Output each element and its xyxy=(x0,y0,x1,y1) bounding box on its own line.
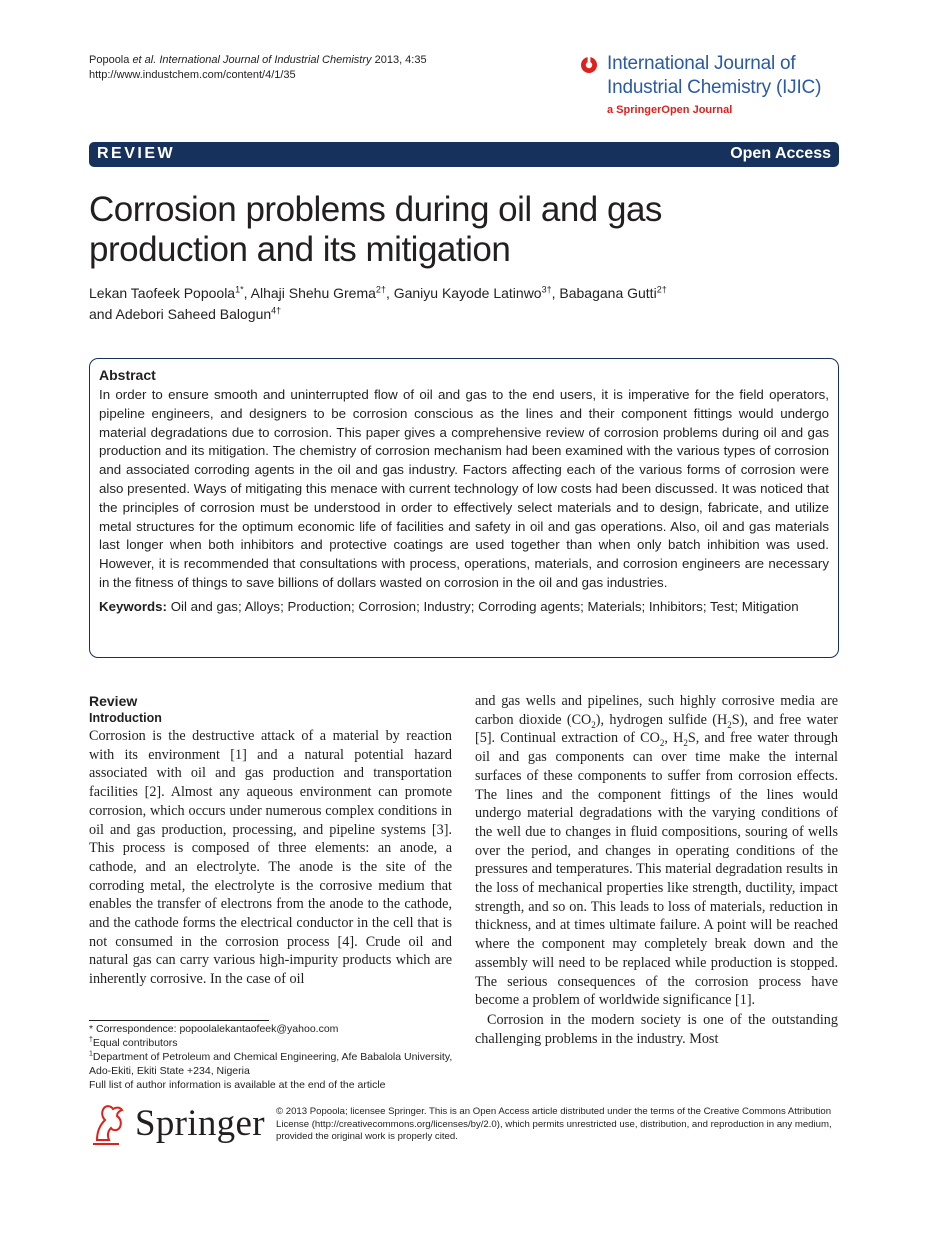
body-column-left xyxy=(89,692,452,989)
author-affiliation: 3† xyxy=(541,284,552,295)
cite-authors: Popoola xyxy=(89,54,130,66)
correspondence-note: * Correspondence: popoolalekantaofeek@yahoo.com xyxy=(89,1023,339,1035)
author-list: Lekan Taofeek Popoola$^{1*}$, Alhaji Shehu Grema$^{2\dagger}$, Ganiyu Kayode Latinwo$^{3\dagger}$, Babagana Gutti$^{2\dagger}$ and Adebori Saheed Balogun$^{4\dagger}$ xyxy=(89,284,667,322)
author-and: and xyxy=(89,306,113,322)
cite-etal: et al. xyxy=(132,54,157,66)
author-affiliation: 2† xyxy=(375,284,386,295)
citation-line xyxy=(89,53,427,68)
publisher-name: Springer xyxy=(135,1103,265,1144)
cite-journal: International Journal of Industrial Chemistry xyxy=(159,54,372,66)
citation-header xyxy=(89,53,427,83)
section-heading: Review xyxy=(89,693,138,709)
article-title xyxy=(89,190,849,270)
article-type: REVIEW xyxy=(97,145,176,162)
open-access-label: Open Access xyxy=(730,145,831,162)
title-line-1: Corrosion problems during oil and gas xyxy=(89,190,662,229)
license-text: © 2013 Popoola; licensee Springer. This is an Open Access article distributed under the terms of the Creative Commons Attribution License (http://creativecommons.org/licenses/by/2.0), which permits unrestricted use, distribution, and reproduction in any medium, provided the original work is properly cited. xyxy=(276,1106,832,1143)
body-paragraph: Corrosion is the destructive attack of a material by reaction with its environment [1] and a natural potential hazard associated with oil and gas production and transportation facilities [2]. Almost any aqueous environment can promote corrosion, which occurs under numerous complex conditions in oil and gas production, processing, and pipeline systems [3]. This process is composed of three elements: an anode, a cathode, and an electrolyte. The anode is the site of the corroding metal, the electrolyte is the corrosive medium that enables the transfer of electrons from the anode to the cathode, and the cathode forms the electrical conductor in the cell that is not consumed in the corrosion process [4]. Crude oil and natural gas can carry various high-impurity products which are inherently corrosive. In the case of oil xyxy=(89,728,452,988)
author-info-note: Full list of author information is available at the end of the article xyxy=(89,1079,386,1091)
author-affiliation: 4† xyxy=(271,305,282,316)
footnote-text: Equal contributors xyxy=(92,1037,178,1049)
author-name: Babagana Gutti xyxy=(559,285,657,301)
author-name: Ganiyu Kayode Latinwo xyxy=(393,285,542,301)
abstract-heading: Abstract xyxy=(99,367,156,383)
article-type-banner xyxy=(89,142,839,167)
springer-horse-icon xyxy=(89,1100,129,1146)
article-url[interactable]: http://www.industchem.com/content/4/1/35 xyxy=(89,69,296,81)
subscript: 2 xyxy=(591,719,596,730)
cite-volume: 2013, 4:35 xyxy=(374,54,427,66)
springer-logo xyxy=(89,1100,265,1150)
author-name: Lekan Taofeek Popoola xyxy=(89,285,236,301)
affiliation-note xyxy=(89,1050,459,1078)
footnotes xyxy=(89,1022,459,1092)
body-paragraph xyxy=(475,692,838,1010)
keywords-label: Keywords: xyxy=(99,598,167,614)
springeropen-icon xyxy=(580,56,598,74)
footnote-text: Department of Petroleum and Chemical Engineering, Afe Babalola University, Ado-Ekiti, Ekiti State +234, Nigeria xyxy=(89,1051,453,1077)
journal-name xyxy=(607,52,821,100)
keywords-list: Oil and gas; Alloys; Production; Corrosion; Industry; Corroding agents; Materials; Inhibitors; Test; Mitigation xyxy=(170,598,799,614)
author-affiliation: 2† xyxy=(656,284,667,295)
footnote-symbol: † xyxy=(89,1036,93,1044)
journal-name-line1: International Journal of xyxy=(607,53,796,74)
abstract-box xyxy=(89,358,839,658)
text-run: and gas wells and pipelines, such highly corrosive media are carbon dioxide (CO xyxy=(475,693,838,728)
equal-contributors-note xyxy=(89,1036,459,1050)
subscript: 2 xyxy=(659,738,665,749)
keywords xyxy=(99,598,829,617)
author-name: Adebori Saheed Balogun xyxy=(115,306,272,322)
body-paragraph: Corrosion in the modern society is one of the outstanding challenging problems in the industry. Most xyxy=(475,1011,838,1047)
abstract-text: In order to ensure smooth and uninterrupted flow of oil and gas to the end users, it is imperative for the field operators, pipeline engineers, and designers to be corrosion conscious as the lines and their component fittings would undergo material degradations due to corrosion. This paper gives a comprehensive review of corrosion problems during oil and gas production and its mitigation. The chemistry of corrosion mechanism had been examined with the various types of corrosion and associated corroding agents in the oil and gas industry. Factors affecting each of the various forms of corrosion were also presented. Ways of mitigating this menace with current technology of low costs had been discussed. It was noticed that the principles of corrosion must be understood in order to effectively select materials and to design, fabricate, and utilize metal structures for the optimum economic life of facilities and safety in oil and gas operations. Also, oil and gas materials last longer when both inhibitors and protective coatings are used together than when only batch inhibition was used. However, it is recommended that consultations with process, operations, materials, and corrosion engineers are necessary in the fitness of things to save billions of dollars wasted on corrosion in the oil and gas industries. xyxy=(99,387,829,590)
text-run: S, and free water through oil and gas components can over time make the internal surfaces of these components to suffer from corrosion effects. The lines and the component fittings of the lines would undergo material degradations with the varying conditions of the well due to changes in fluid compositions, souring of wells over the period, and changes in operating conditions of the pressures and temperatures. This material degradation results in the loss of mechanical properties like strength, ductility, impact strength, and so on. This leads to loss of materials, reduction in thickness, and at times ultimate failure. A point will be reached where the component may completely break down and the assembly will need to be replaced while production is stopped. The serious consequences of the corrosion process have become a problem of worldwide significance [1]. xyxy=(475,730,838,1009)
text-run: , H xyxy=(664,730,684,747)
footnote-divider xyxy=(89,1020,269,1021)
author-affiliation: 1* xyxy=(235,284,244,295)
text-run: S), and free water [5]. Continual extraction of CO xyxy=(475,711,838,747)
title-line-2: production and its mitigation xyxy=(89,230,511,269)
subsection-heading: Introduction xyxy=(89,711,162,725)
author-name: Alhaji Shehu Grema xyxy=(250,285,376,301)
journal-subtitle: a SpringerOpen Journal xyxy=(607,104,733,116)
footnote-symbol: 1 xyxy=(89,1050,93,1058)
text-run: ), hydrogen sulfide (H xyxy=(595,711,728,728)
subscript: 2 xyxy=(727,719,732,730)
journal-logo xyxy=(580,52,842,122)
journal-name-line2: Industrial Chemistry (IJIC) xyxy=(607,77,822,98)
subscript: 2 xyxy=(683,738,688,749)
body-column-right xyxy=(475,692,838,1048)
